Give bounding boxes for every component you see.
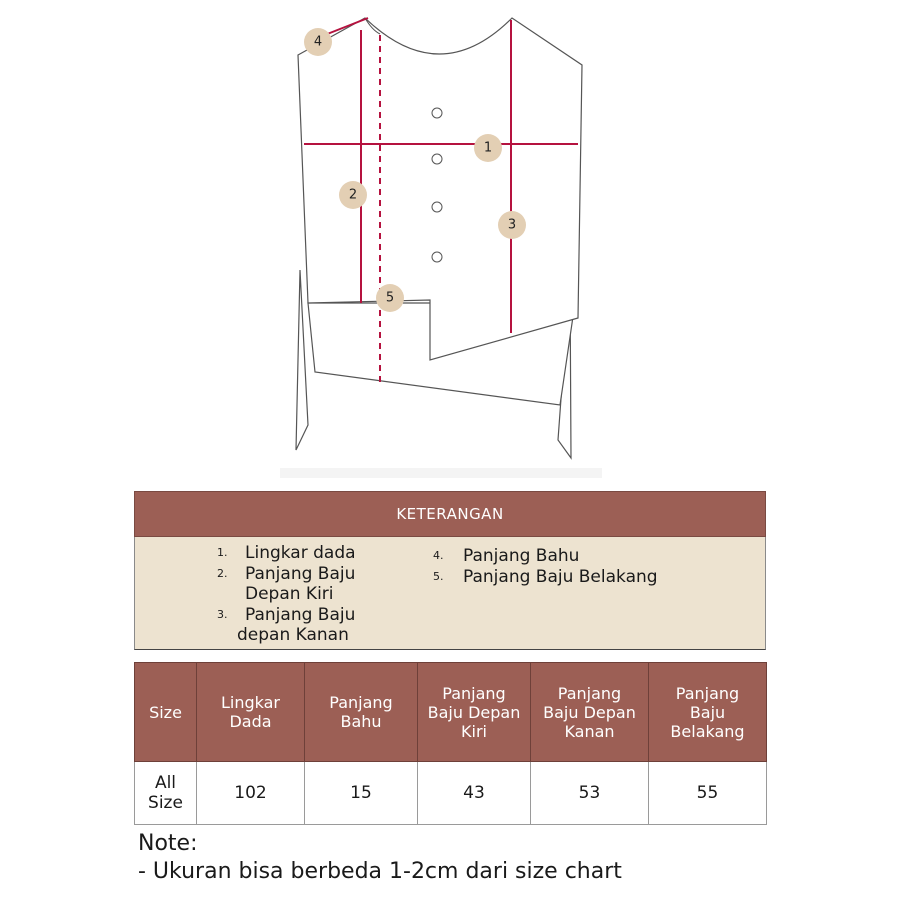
marker-1	[474, 134, 502, 162]
legend-number: 4.	[433, 549, 444, 562]
svg-text:5: 5	[385, 290, 395, 306]
legend-number: 2.	[217, 567, 228, 580]
marker-4	[304, 28, 332, 56]
column-header-panjang-baju-belakang: Panjang Baju Belakang	[649, 663, 767, 762]
legend-item-text: Lingkar dada	[245, 543, 356, 563]
column-header-panjang-baju-depan-kanan: Panjang Baju Depan Kanan	[531, 663, 649, 762]
legend-number: 5.	[433, 570, 444, 583]
note	[138, 830, 622, 886]
legend-item-text: Panjang Bahu	[463, 546, 580, 566]
button	[432, 108, 442, 118]
value-cell: 55	[649, 762, 767, 825]
legend-item-text: depan Kanan	[237, 625, 349, 645]
legend-body	[134, 537, 766, 650]
legend-item-text: Depan Kiri	[245, 584, 334, 604]
marker-3	[498, 211, 526, 239]
marker-2	[339, 181, 367, 209]
drawing-shadow	[280, 468, 602, 478]
column-header-panjang-baju-depan-kiri: Panjang Baju Depan Kiri	[418, 663, 531, 762]
svg-text:2: 2	[348, 187, 358, 203]
legend-title: KETERANGAN	[396, 505, 504, 523]
legend-number: 1.	[217, 546, 228, 559]
legend-number: 3.	[217, 608, 228, 621]
size-table	[134, 662, 767, 825]
legend-item-text: Panjang Baju	[245, 605, 356, 625]
table-row	[135, 762, 767, 825]
legend-header	[134, 491, 766, 537]
legend-item-text: Panjang Baju	[245, 564, 356, 584]
value-cell: 15	[305, 762, 418, 825]
value-cell: 102	[197, 762, 305, 825]
button	[432, 202, 442, 212]
value-cell: 53	[531, 762, 649, 825]
size-cell: All Size	[135, 762, 197, 825]
note-text: - Ukuran bisa berbeda 1-2cm dari size chart	[138, 859, 622, 884]
column-header-size: Size	[135, 663, 197, 762]
table-header-row	[135, 663, 767, 762]
column-header-lingkar-dada: Lingkar Dada	[197, 663, 305, 762]
back-left-flap	[296, 270, 308, 450]
svg-text:4: 4	[313, 34, 323, 50]
legend-item-text: Panjang Baju Belakang	[463, 567, 658, 587]
button	[432, 252, 442, 262]
value-cell: 43	[418, 762, 531, 825]
svg-text:3: 3	[507, 217, 517, 233]
column-header-panjang-bahu: Panjang Bahu	[305, 663, 418, 762]
marker-5	[376, 284, 404, 312]
svg-text:1: 1	[483, 140, 493, 156]
button	[432, 154, 442, 164]
note-title: Note:	[138, 831, 198, 856]
